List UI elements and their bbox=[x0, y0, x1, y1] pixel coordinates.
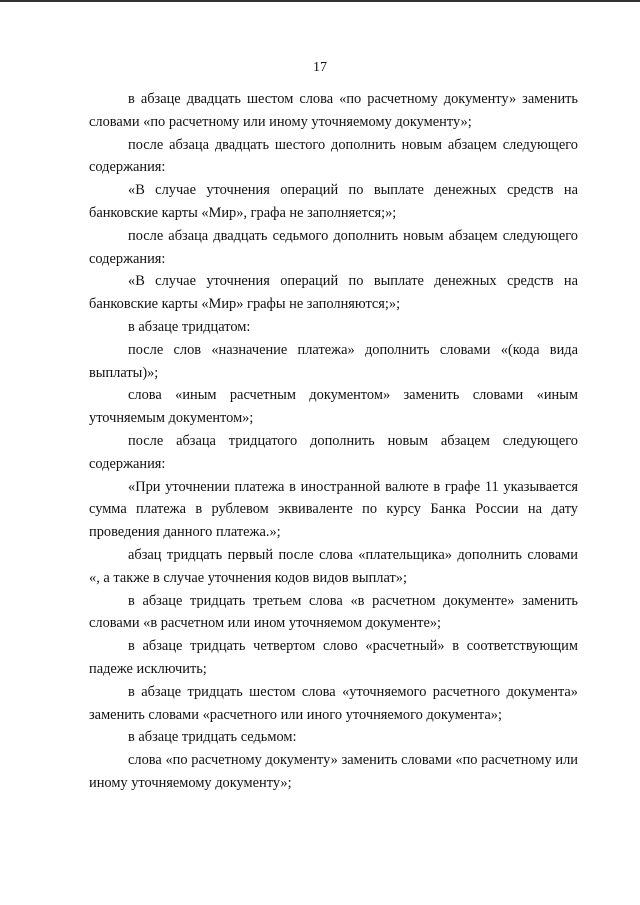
paragraph: после абзаца двадцать шестого дополнить новым абзацем следующего содержания: bbox=[89, 136, 578, 176]
paragraph: «При уточнении платежа в иностранной валюте в графе 11 указывается сумма платежа в рублевом эквиваленте по курсу Банка России на дату проведения данного платежа.»; bbox=[89, 478, 578, 541]
page-number: 17 bbox=[313, 60, 327, 75]
document-body bbox=[89, 88, 578, 795]
paragraph: после абзаца тридцатого дополнить новым абзацем следующего содержания: bbox=[89, 432, 578, 472]
paragraph: слова «иным расчетным документом» заменить словами «иным уточняемым документом»; bbox=[89, 387, 578, 427]
paragraph: после абзаца двадцать седьмого дополнить новым абзацем следующего содержания: bbox=[89, 227, 578, 267]
paragraph: после слов «назначение платежа» дополнить словами «(кода вида выплаты)»; bbox=[89, 341, 578, 381]
paragraph: «В случае уточнения операций по выплате денежных средств на банковские карты «Мир», графа не заполняется;»; bbox=[89, 182, 578, 221]
paragraph: слова «по расчетному документу» заменить словами «по расчетному или иному уточняемому документу»; bbox=[89, 752, 578, 791]
paragraph: в абзаце тридцать шестом слова «уточняемого расчетного документа» заменить словами «расчетного или иного уточняемого документа»; bbox=[89, 683, 578, 723]
paragraph: в абзаце тридцать четвертом слово «расчетный» в соответствующим падеже исключить; bbox=[89, 638, 578, 677]
paragraph: в абзаце двадцать шестом слова «по расчетному документу» заменить словами «по расчетному или иному уточняемому документу»; bbox=[89, 91, 578, 130]
paragraph: в абзаце тридцать третьем слова «в расчетном документе» заменить словами «в расчетном или ином уточняемом документе»; bbox=[89, 592, 578, 632]
page-top-border bbox=[0, 0, 640, 2]
paragraph: в абзаце тридцатом: bbox=[128, 318, 251, 335]
paragraph: «В случае уточнения операций по выплате денежных средств на банковские карты «Мир» графы не заполняются;»; bbox=[89, 273, 578, 313]
paragraph: в абзаце тридцать седьмом: bbox=[128, 729, 297, 746]
paragraph: абзац тридцать первый после слова «плательщика» дополнить словами «, а также в случае уточнения кодов видов выплат»; bbox=[89, 546, 578, 586]
